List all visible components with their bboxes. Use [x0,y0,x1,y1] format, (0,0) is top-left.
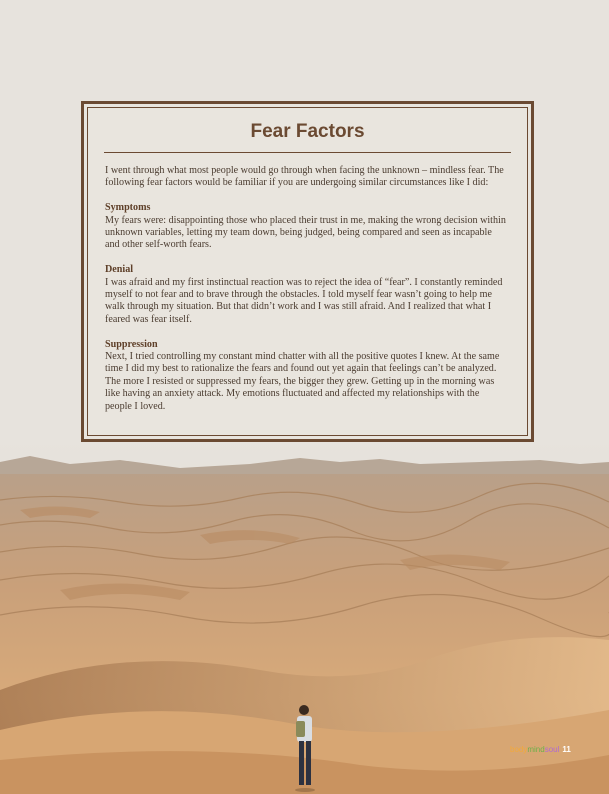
desert-photo [0,440,609,794]
section-body: I was afraid and my first instinctual reaction was to reject the idea of “fear”. I constantly reminded myself to not fear and to brave through the obstacles. I told myself fear wasn’t going to help me walk through my situation. But that didn’t work and I was still afraid. And I realized that what I feared was fear itself. [105,276,503,325]
article-card [81,101,534,442]
brand-body: body [510,745,528,754]
section-body: My fears were: disappointing those who placed their trust in me, making the wrong decision within unknown variables, letting my team down, being judged, being compared and seen as incapable and other self-worth fears. [105,214,506,251]
section-suppression [105,339,507,413]
article-body [105,165,507,425]
brand-soul: soul [544,745,560,754]
section-denial [105,264,507,326]
section-heading: Denial [105,264,134,276]
title-divider [104,152,511,153]
section-symptoms [105,202,507,252]
page-number: 11 [562,745,571,754]
section-heading: Symptoms [105,202,151,214]
page-footer [510,745,571,754]
section-body: Next, I tried controlling my constant mind chatter with all the positive quotes I knew. At the same time I did my best to rationalize the fears and found out yet again that feelings can’t be analyzed. The more I resisted or suppressed my fears, the bigger they grew. Getting up in the morning was like having an anxiety attack. My emotions fluctuated and affected my relationships with the people I loved. [105,351,500,412]
article-title: Fear Factors [250,121,365,142]
intro-paragraph: I went through what most people would go through when facing the unknown – mindless fear. The following fear factors would be familiar if you are undergoing similar circumstances like I did: [105,165,504,189]
section-heading: Suppression [105,338,158,350]
brand-mind: mind [527,745,545,754]
